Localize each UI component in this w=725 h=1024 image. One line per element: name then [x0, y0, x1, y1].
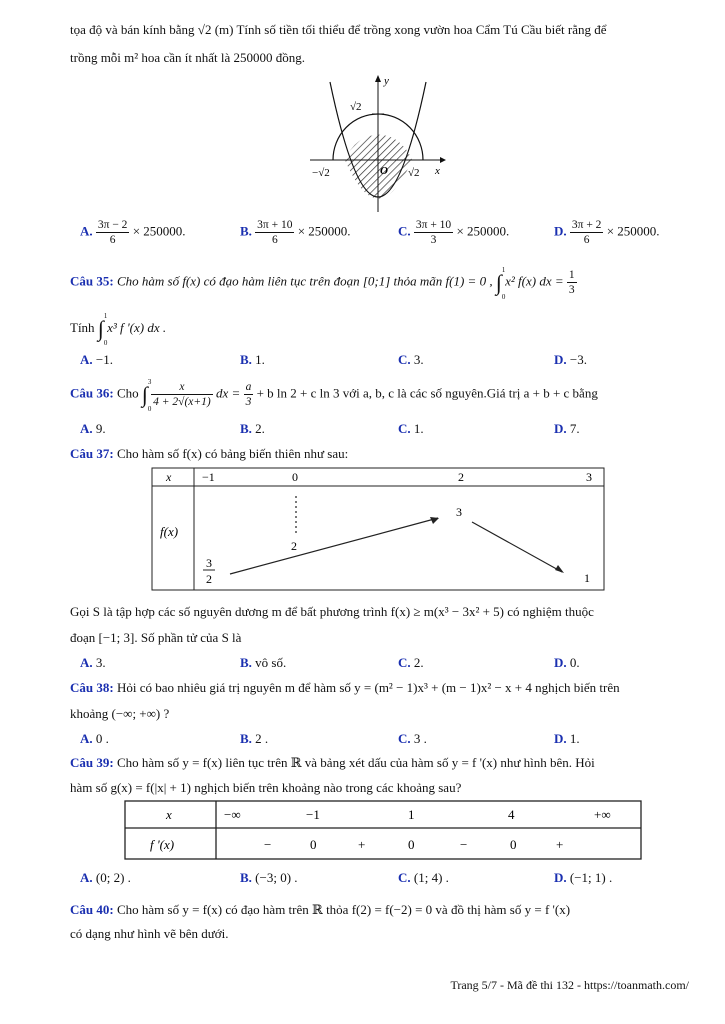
q35-integral-b: x³ f '(x) dx .	[107, 319, 167, 335]
q39-sign-6: 0	[510, 837, 517, 852]
q36-option-b[interactable]: B. 2.	[240, 421, 265, 436]
q38-option-c[interactable]: C. 3 .	[398, 731, 427, 746]
integral-sign-icon: ∫ 3 0	[141, 377, 152, 413]
q37-v-zero: 2	[291, 539, 297, 553]
q34-option-c[interactable]: C. $\frac{3\pi + 10}{3}$ × 250000.	[398, 219, 510, 246]
q37-line-3: đoạn [−1; 3]. Số phần tử của S là	[70, 630, 242, 645]
q37-v-left-num: 3	[206, 556, 212, 570]
q39-x-3: 1	[408, 807, 415, 822]
q39-option-d[interactable]: D. (−1; 1) .	[554, 870, 613, 885]
q40-label: Câu 40:	[70, 902, 114, 917]
q38-stem	[70, 680, 620, 696]
q39-option-a[interactable]: A. (0; 2) .	[80, 870, 131, 885]
q34-option-a[interactable]: A. $\frac{3\pi - 2}{6}$ × 250000.	[80, 219, 186, 246]
q37-option-d[interactable]: D. 0.	[554, 655, 580, 670]
q36-option-c[interactable]: C. 1.	[398, 421, 424, 436]
q35-ask	[70, 312, 167, 347]
q39-sign-1: −	[264, 837, 272, 852]
integral-sign-icon: ∫ 1 0	[97, 312, 108, 347]
q35-text: Cho hàm số f(x) có đạo hàm liên tục trên đoạn [0;1] thỏa mãn f(1) = 0 ,	[116, 273, 493, 289]
q34-option-b[interactable]: B. $\frac{3\pi + 10}{6}$ × 250000.	[240, 219, 351, 246]
q39-option-b[interactable]: B. (−3; 0) .	[240, 870, 298, 885]
parabola-semicircle-figure	[300, 72, 450, 214]
plus-sqrt2-label: √2	[408, 167, 420, 179]
q35-ask-prefix: Tính	[70, 319, 95, 335]
q36-stem: Câu 36: Cho ∫ 3 0 $\frac{x}{4 + 2√(x+1)}$ dx = $\frac{a}{3}$ + b ln 2 + c ln 3 với a, b, c là các số nguyên.Giá trị a + b + c bằng	[70, 377, 598, 413]
q35-stem: Câu 35: Cho hàm số f(x) có đạo hàm liên tục trên đoạn [0;1] thỏa mãn f(1) = 0 , ∫ 1 0 x² f(x) dx = $\frac{1}{3}$	[70, 265, 575, 301]
arrow-up-icon	[430, 517, 439, 524]
q37-option-b[interactable]: B. vô số.	[240, 655, 287, 670]
q38-line-2: khoảng (−∞; +∞) ?	[70, 706, 170, 721]
q38-text: Hỏi có bao nhiêu giá trị nguyên m để hàm số y = (m² − 1)x³ + (m − 1)x² − x + 4 nghịch biến trên	[116, 680, 620, 695]
q37-variation-table	[150, 466, 610, 594]
q35-integral-a: x² f(x) dx =	[505, 273, 564, 289]
q35-option-c[interactable]: C. 3.	[398, 352, 424, 367]
q40-text: Cho hàm số y = f(x) có đạo hàm trên ℝ thỏa f(2) = f(−2) = 0 và đồ thị hàm số y = f '(x)	[116, 902, 571, 917]
q39-sign-4: 0	[408, 837, 415, 852]
q39-stem	[70, 755, 595, 771]
q39-x-1: −∞	[224, 807, 241, 822]
q39-text: Cho hàm số y = f(x) liên tục trên ℝ và bảng xét dấu của hàm số y = f '(x) như hình bên. Hỏi	[116, 755, 595, 770]
arrow-down-icon	[555, 565, 564, 573]
q37-v-left-den: 2	[206, 572, 212, 586]
q38-label: Câu 38:	[70, 680, 114, 695]
q39-sign-table	[124, 800, 644, 862]
x-axis-label: x	[435, 165, 440, 177]
minus-sqrt2-label: −√2	[312, 167, 330, 179]
q37-option-c[interactable]: C. 2.	[398, 655, 424, 670]
intro-line-2: trồng mỗi m² hoa cần ít nhất là 250000 đồng.	[70, 50, 305, 65]
q40-line-2: có dạng như hình vẽ bên dưới.	[70, 926, 229, 941]
q35-option-b[interactable]: B. 1.	[240, 352, 265, 367]
intro-line-1: tọa độ và bán kính bằng √2 (m) Tính số tiền tối thiểu để trồng xong vườn hoa Cẩm Tú Cầu biết rằng để	[70, 22, 607, 37]
q37-option-a[interactable]: A. 3.	[80, 655, 106, 670]
q39-line-2: hàm số g(x) = f(|x| + 1) nghịch biến trên khoảng nào trong các khoảng sau?	[70, 780, 462, 795]
q39-sign-7: +	[556, 837, 564, 852]
q39-sign-2: 0	[310, 837, 317, 852]
q38-option-a[interactable]: A. 0 .	[80, 731, 109, 746]
q37-v-end: 1	[584, 571, 590, 585]
q39-fp-head: f '(x)	[150, 837, 175, 852]
q37-x-4: 3	[586, 470, 592, 484]
q36-option-a[interactable]: A. 9.	[80, 421, 106, 436]
integral-sign-icon: ∫ 1 0	[495, 265, 506, 301]
q37-fx-head: f(x)	[160, 524, 179, 539]
q37-x-2: 0	[292, 470, 298, 484]
q35-label: Câu 35:	[70, 273, 114, 289]
page-footer: Trang 5/7 - Mã đề thi 132 - https://toanmath.com/	[450, 978, 689, 992]
q37-label: Câu 37:	[70, 446, 114, 461]
q39-option-c[interactable]: C. (1; 4) .	[398, 870, 449, 885]
q40-stem	[70, 902, 570, 918]
q37-line-2: Gọi S là tập hợp các số nguyên dương m để bất phương trình f(x) ≥ m(x³ − 3x² + 5) có nghiệm thuộc	[70, 604, 594, 619]
origin-label: O	[380, 165, 388, 177]
q36-rest: + b ln 2 + c ln 3 với a, b, c là các số nguyên.Giá trị a + b + c bằng	[256, 385, 598, 401]
y-axis-label: y	[384, 75, 389, 87]
q39-x-5: +∞	[594, 807, 611, 822]
q37-stem	[70, 446, 348, 462]
q35-option-d[interactable]: D. −3.	[554, 352, 587, 367]
q39-x-head: x	[166, 807, 172, 822]
q39-sign-3: +	[358, 837, 366, 852]
sqrt2-top-label: √2	[350, 101, 362, 113]
q37-text: Cho hàm số f(x) có bảng biến thiên như sau:	[116, 446, 349, 461]
q37-v-peak: 3	[456, 505, 462, 519]
q37-x-1: −1	[202, 470, 215, 484]
q39-x-4: 4	[508, 807, 515, 822]
q38-option-d[interactable]: D. 1.	[554, 731, 580, 746]
q36-label: Câu 36:	[70, 385, 114, 401]
q37-x-3: 2	[458, 470, 464, 484]
q38-option-b[interactable]: B. 2 .	[240, 731, 269, 746]
q39-sign-5: −	[460, 837, 468, 852]
q39-x-2: −1	[306, 807, 320, 822]
q39-label: Câu 39:	[70, 755, 114, 770]
q37-x-head: x	[166, 470, 172, 484]
q34-option-d[interactable]: D. $\frac{3\pi + 2}{6}$ × 250000.	[554, 219, 660, 246]
q36-option-d[interactable]: D. 7.	[554, 421, 580, 436]
q35-option-a[interactable]: A. −1.	[80, 352, 113, 367]
